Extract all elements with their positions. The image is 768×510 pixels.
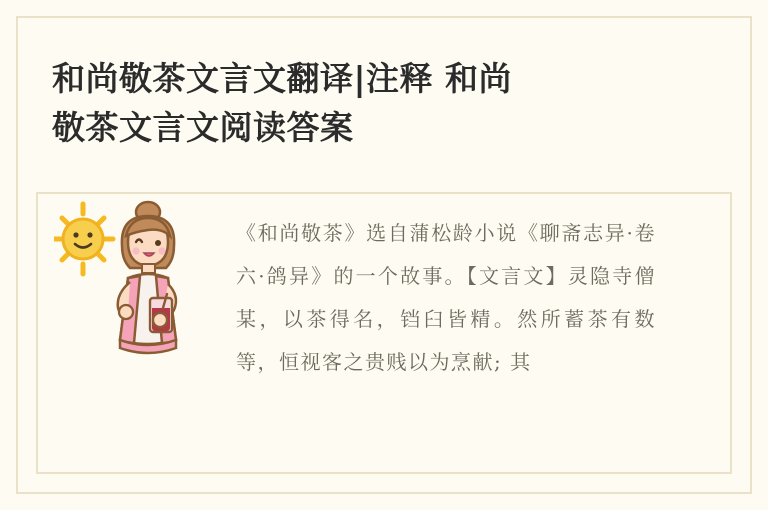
smiling-sun-icon <box>54 204 113 274</box>
page-title-line-2: 敬茶文言文阅读答案 <box>52 108 354 147</box>
page-title <box>52 54 722 152</box>
article-body: 《和尚敬茶》选自蒲松龄小说《聊斋志异·卷六·鸽异》的一个故事。【文言文】灵隐寺僧某，以茶得名，铛臼皆精。然所蓄茶有数等，恒视客之贵贱以为烹献; 其 <box>236 221 656 374</box>
illustration <box>54 198 212 378</box>
girl-with-drink-illustration <box>118 202 176 353</box>
page-title-line-1: 和尚敬茶文言文翻译|注释 和尚 <box>52 59 513 98</box>
